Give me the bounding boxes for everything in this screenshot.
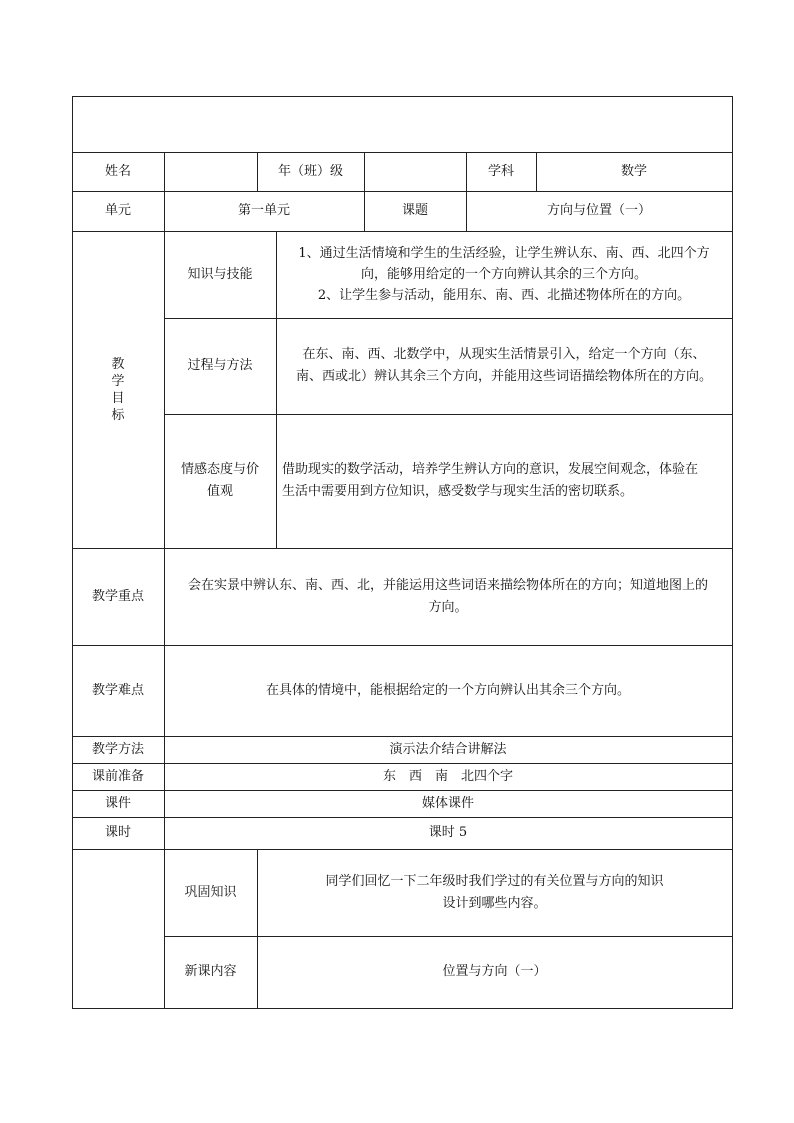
rule (72, 96, 733, 97)
knowledge-line: 1、通过生活情境和学生的生活经验，让学生辨认东、南、西、北四个方 (298, 246, 710, 261)
preparation-value: 东 西 南 北四个字 (382, 768, 513, 784)
objectives-label-char: 标 (111, 407, 125, 423)
process-method-text (276, 318, 732, 414)
rule (72, 1008, 733, 1009)
key-points-line: 会在实景中辨认东、南、西、北，并能运用这些词语来描绘物体所在的方向；知道地图上的 (187, 577, 708, 593)
key-points-text (164, 548, 732, 645)
emotion-line: 借助现实的数学活动，培养学生辨认方向的意识，发展空间观念，体验在 (282, 462, 699, 477)
review-text (257, 849, 732, 936)
topic-label: 课题 (401, 203, 428, 218)
subject-label: 学科 (487, 163, 514, 179)
courseware-value: 媒体课件 (421, 795, 474, 811)
knowledge-label: 知识与技能 (187, 266, 253, 282)
subject-value: 数学 (620, 163, 647, 179)
objectives-label (72, 231, 164, 548)
review-line: 同学们回忆一下二年级时我们学过的有关位置与方向的知识 (325, 873, 664, 889)
emotion-label-line: 情感态度与价 (180, 462, 259, 477)
method-label: 教学方法 (91, 741, 144, 757)
objectives-label-char: 教 (111, 356, 125, 372)
difficulties-text: 在具体的情境中，能根据给定的一个方向辨认出其余三个方向。 (265, 682, 630, 698)
grade-label: 年（班）级 (277, 163, 343, 179)
key-points-line: 方向。 (428, 599, 468, 615)
emotion-text (276, 414, 732, 548)
method-value: 演示法介结合讲解法 (389, 741, 507, 757)
emotion-line: 生活中需要用到方位知识，感受数学与现实生活的密切联系。 (282, 484, 634, 499)
unit-value: 第一单元 (237, 203, 290, 218)
topic-value: 方向与位置（一） (546, 203, 651, 218)
new-lesson-label: 新课内容 (184, 964, 237, 979)
lesson-hours-value: 课时 5 (428, 825, 468, 840)
objectives-label-char: 学 (111, 373, 125, 389)
process-method-label: 过程与方法 (187, 358, 253, 373)
lesson-hours-label: 课时 (104, 825, 131, 840)
knowledge-text (276, 231, 732, 318)
grade-value (364, 152, 466, 191)
review-line: 设计到哪些内容。 (442, 895, 547, 911)
knowledge-line: 向，能够用给定的一个方向辨认其余的三个方向。 (360, 267, 647, 282)
preparation-label: 课前准备 (91, 768, 144, 784)
knowledge-line: 2、让学生参与活动，能用东、南、西、北描述物体所在的方向。 (317, 288, 691, 303)
courseware-label: 课件 (104, 795, 131, 811)
process-line: 南、西或北）辨认其余三个方向，并能用这些词语描绘物体所在的方向。 (295, 369, 712, 384)
name-value (164, 152, 257, 191)
name-label: 姓名 (104, 163, 131, 179)
unit-label: 单元 (104, 203, 131, 218)
rule (732, 96, 733, 1009)
review-label: 巩固知识 (184, 884, 237, 900)
emotion-label-line: 值观 (206, 484, 233, 499)
objectives-label-char: 目 (111, 390, 125, 406)
new-lesson-value: 位置与方向（一） (442, 964, 547, 979)
process-line: 在东、南、西、北数学中，从现实生活情景引入，给定一个方向（东、 (302, 347, 706, 362)
key-points-label: 教学重点 (91, 588, 144, 604)
difficulties-label: 教学难点 (91, 682, 144, 698)
emotion-label (164, 414, 276, 548)
